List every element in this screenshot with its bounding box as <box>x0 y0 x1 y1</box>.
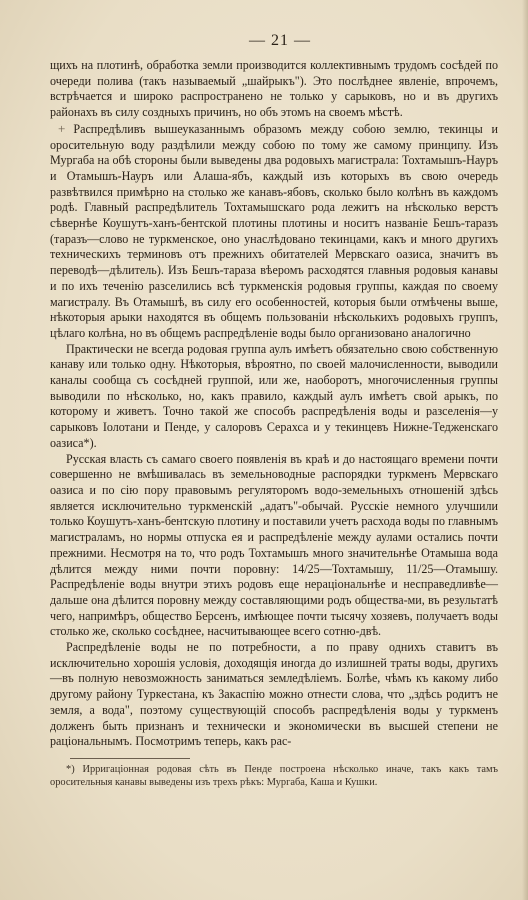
page-edge-shadow <box>522 0 528 900</box>
footnote-text: *) Ирригаціонная родовая сѣть въ Пенде построена нѣсколько иначе, такъ какъ тамъ оросительныя канавы выведены изъ трехъ рѣкъ: Мургаба, Каша и Кушки. <box>50 763 498 788</box>
footnote <box>50 763 498 789</box>
paragraph-1: щихъ на плотинѣ, обработка земли производится коллективнымъ трудомъ сосѣдей по очереди полива (такъ называемый „шайрыкъ"). Это послѣднее явленіе, впрочемъ, встрѣчается и широко распространено не только у сарыковъ, но и въ другихъ районахъ въ силу создныхъ причинъ, но объ этомъ на своемъ мѣстѣ. <box>50 58 498 120</box>
paragraph-2 <box>50 121 498 342</box>
paragraph-3: Практически не всегда родовая группа аулъ имѣетъ обязательно свою собственную канаву или только одну. Нѣкоторыя, вѣроятно, по своей малочисленности, выводили каналы сообща съ сосѣдней группой, или же, наоборотъ, многочисленныя группы выводили по нѣсколько, но, какъ правило, каждый аулъ имѣетъ свой арыкъ, по которому и живетъ. Точно такой же способъ распредѣленія воды и разселенія—у сарыковъ Іолотани и Пенде, у салоровъ Серахса и у текинцевъ Нижне-Тедженскаго оазиса*). <box>50 341 498 450</box>
paragraph-2-text: Распредѣливъ вышеуказаннымъ образомъ между собою землю, текинцы и оросительную воду раздѣлили между собою по тому же самому принципу. Изъ Мургаба на обѣ стороны были выведены два родовыхъ магистрала: Тохтамышъ-Науръ и Отамышъ-Науръ или Алаша-ябъ, каждый изъ которыхъ въ свою очередь развѣтвился примѣрно на столько же канавъ-ябовъ, сколько было колѣнъ въ каждомъ родѣ. Главный распредѣлитель Тохтамышскаго рода лежитъ на нѣсколько верстъ сѣвернѣе Коушутъ-ханъ-бентской плотины плотины и носитъ названіе Бешъ-таразъ (таразъ—слово не туркменское, оно унаслѣдовано текинцами, какъ и много другихъ техническихъ терминовъ отъ прежнихъ обитателей Мервскаго оазиса, значитъ въ переводѣ—дѣлитель). Изъ Бешъ-тараза вѣеромъ расходятся главныя родовыя канавы и по ихъ теченію разселились всѣ туркменскія родовыя группы, каждая по своему магистралу. Въ Отамышѣ, въ силу его особенностей, которыя были отмѣчены выше, нѣкоторыя арыки находятся въ общемъ пользованіи нѣсколькихъ родовыхъ группъ, цѣлаго колѣна, но въ общемъ распредѣленіе воды было организовано аналогично <box>50 121 498 340</box>
body-text <box>50 58 498 750</box>
footnote-divider <box>70 758 190 759</box>
paragraph-4: Русская власть съ самаго своего появленія въ краѣ и до настоящаго времени почти совершенно не вмѣшивалась въ земельноводные распорядки туркменъ Мервскаго оазиса и по сію пору правовымъ регуляторомъ водо-земельныхъ отношеній здѣсь является исключительно туркменскій „адатъ"-обычай. Русскіе немного улучшили только Коушутъ-ханъ-бентскую плотину и поставили учетъ расхода воды по главнымъ магистраламъ, но нормы отпуска ея и распредѣленіе между аулами остались почти прежними. Несмотря на то, что родъ Тохтамышъ много значительнѣе Отамыша вода дѣлится между ними почти поровну: 14/25—Тохтамышу, 11/25—Отамышу. Распредѣленіе воды внутри этихъ родовъ еще нераціональнѣе и несправедливѣе—дальше она дѣлится поровну между составляющими родъ общества-ми, въ результатѣ чего, напримѣръ, общество Берсенъ, имѣющее почти тысячу хозяевъ, получаетъ воды столько же, сколько сосѣднее, насчитывающее всего сотню-двѣ. <box>50 451 498 639</box>
page-number: — 21 — <box>249 32 311 49</box>
paragraph-5: Распредѣленіе воды не по потребности, а по праву однихъ ставитъ въ исключительно хорошія условія, доходящія иногда до излишней траты воды, другихъ—въ полную невозможность заниматься земледѣліемъ. Болѣе, чѣмъ къ какому либо другому району Туркестана, къ Закаспію можно отнести слова, что „здѣсь родитъ не земля, а вода", поэтому существующій способъ распредѣленія воды у туркменъ долженъ быть признанъ и технически и экономически въ высшей степени не раціональнымъ. Посмотримъ теперь, какъ рас- <box>50 640 498 749</box>
margin-mark: + <box>58 120 66 136</box>
